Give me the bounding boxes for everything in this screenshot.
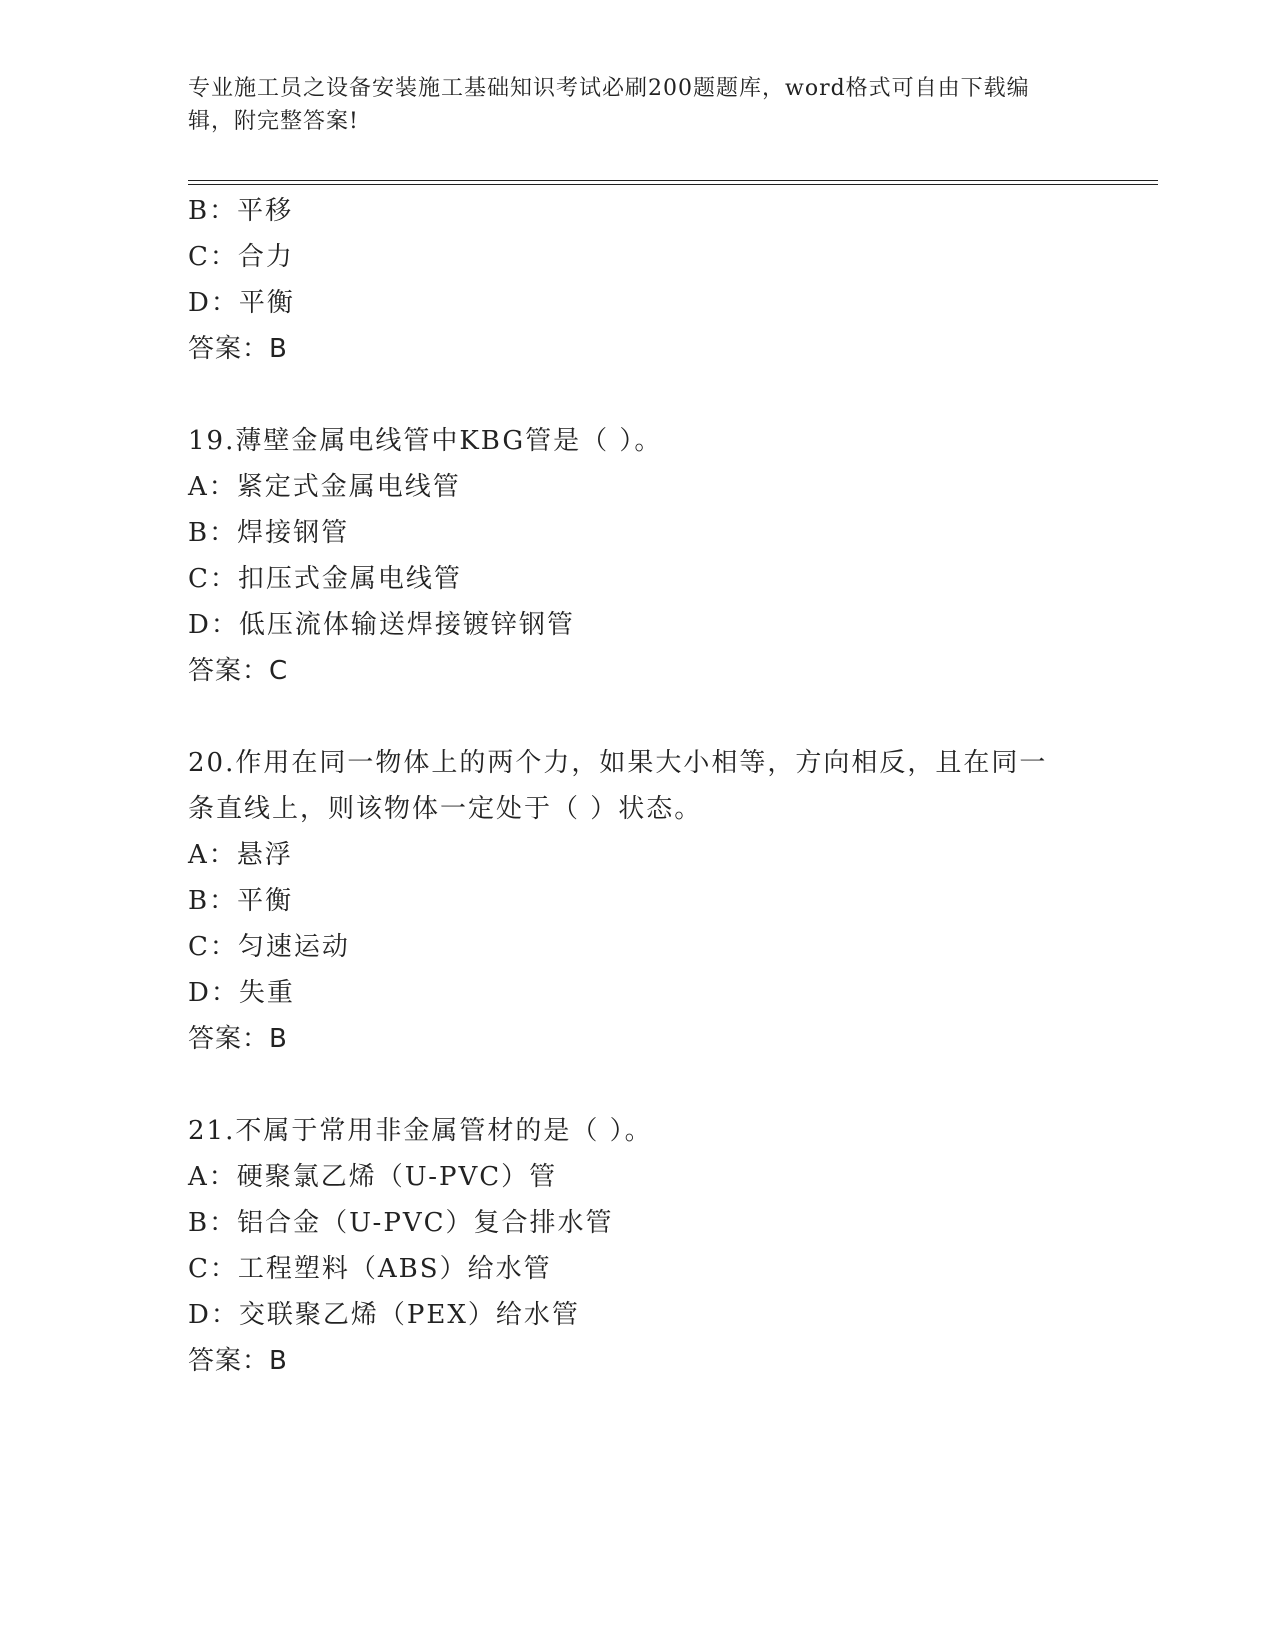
question-text: 20.作用在同一物体上的两个力，如果大小相等，方向相反，且在同一条直线上，则该物体一定处于（ ）状态。 [188,748,1048,824]
option-d: D：失重 [188,978,295,1008]
answer-line: 答案：B [188,1024,288,1054]
question-20 [188,740,1088,1062]
option-c: C：扣压式金属电线管 [188,564,462,594]
spacer [188,1062,1088,1108]
option-a: A：硬聚氯乙烯（U-PVC）管 [188,1162,558,1192]
option-d: D：交联聚乙烯（PEX）给水管 [188,1300,580,1330]
option-c: C：工程塑料（ABS）给水管 [188,1254,552,1284]
option-c: C：合力 [188,242,294,272]
option-a: A：紧定式金属电线管 [188,472,461,502]
question-list [188,188,1088,1384]
option-c: C：匀速运动 [188,932,350,962]
option-b: B：平移 [188,196,294,226]
option-b: B：焊接钢管 [188,518,350,548]
spacer [188,694,1088,740]
answer-line: 答案：B [188,1346,288,1376]
answer-line: 答案：B [188,334,288,364]
option-b: B：铝合金（U-PVC）复合排水管 [188,1208,614,1238]
answer-line: 答案：C [188,656,289,686]
option-b: B：平衡 [188,886,294,916]
question-text: 19.薄壁金属电线管中KBG管是（ ）。 [188,426,663,456]
option-a: A：悬浮 [188,840,293,870]
question-21 [188,1108,1088,1384]
question-fragment [188,188,1088,372]
header-divider-top [188,180,1158,181]
option-d: D：平衡 [188,288,295,318]
question-19 [188,418,1088,694]
page-header: 专业施工员之设备安装施工基础知识考试必刷200题题库，word格式可自由下载编辑，附完整答案! [188,76,1030,134]
header-divider-bottom [188,184,1158,185]
option-d: D：低压流体输送焊接镀锌钢管 [188,610,575,640]
spacer [188,372,1088,418]
question-text: 21.不属于常用非金属管材的是（ ）。 [188,1116,653,1146]
